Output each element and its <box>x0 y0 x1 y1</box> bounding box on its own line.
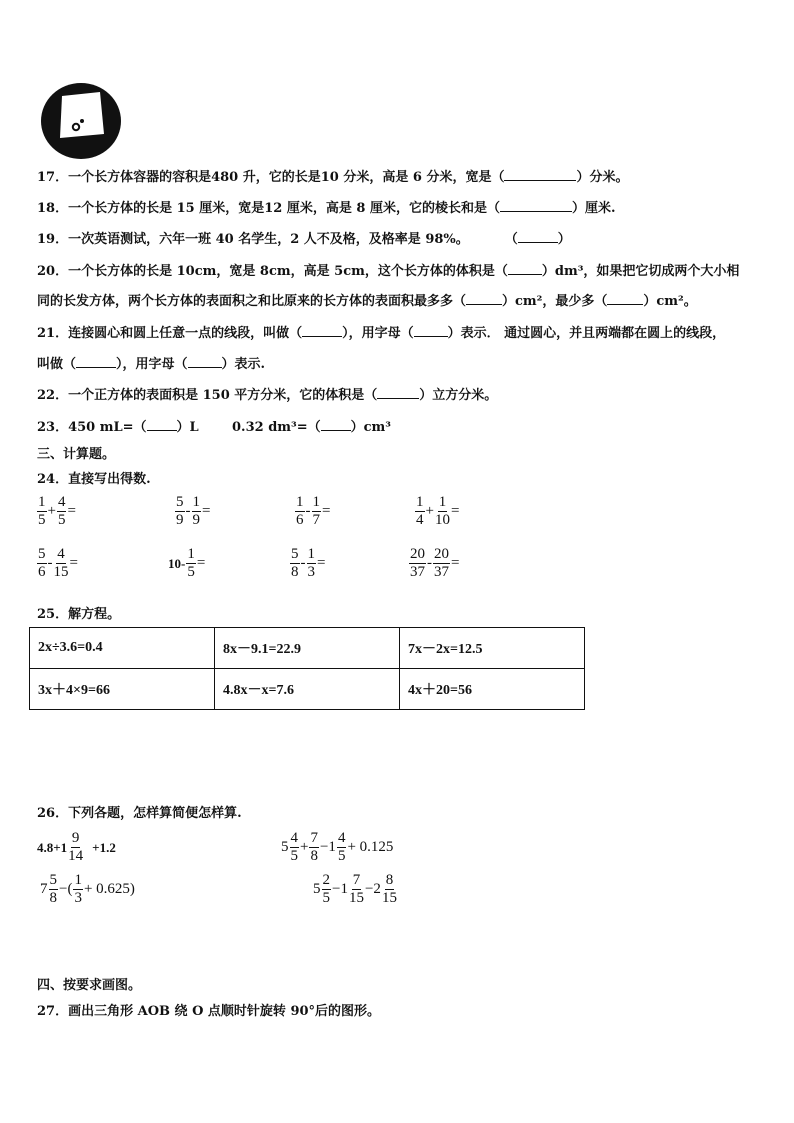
question-27: 27．画出三角形 AOB 绕 O 点顺时针旋转 90°后的图形。 <box>37 1004 381 1019</box>
calc-item: $\frac{1}{5}$ + $\frac{4}{5}$ = <box>38 494 76 528</box>
question-17: 17．一个长方体容器的容积是480 升，它的长是10 分米，高是 6 分米，宽是（ ）分米。 <box>37 170 629 185</box>
equation-cell: 2x÷3.6=0.4 <box>30 628 215 669</box>
question-23b: 0.32 dm³=（ ）cm³ <box>232 420 391 435</box>
question-22: 22．一个正方体的表面积是 150 平方分米，它的体积是（ ）立方分米。 <box>37 388 498 403</box>
table-row <box>30 669 585 710</box>
table-row <box>30 628 585 669</box>
simplify-expr-1: 4.8+1 $\frac{9}{14}$ +1.2 <box>37 830 116 864</box>
equation-cell: 7x－2x=12.5 <box>400 628 585 669</box>
equation-cell: 3x＋4×9=66 <box>30 669 215 710</box>
simplify-expr-4: 5 $\frac{2}{5}$ −1 $\frac{7}{15}$ −2 $\frac{8}{15}$ <box>313 872 397 906</box>
question-26-title: 26．下列各题，怎样算简便怎样算. <box>37 806 242 821</box>
equation-cell: 4x＋20=56 <box>400 669 585 710</box>
question-19: 19．一次英语测试，六年一班 40 名学生，2 人不及格，及格率是 98%。 （ ） <box>37 232 571 247</box>
question-23a: 23．450 mL=（ ）L <box>37 420 199 435</box>
question-18: 18．一个长方体的长是 15 厘米，宽是12 厘米，高是 8 厘米，它的棱长和是（ ）厘米. <box>37 201 616 216</box>
calc-item: $\frac{5}{6}$ - $\frac{4}{15}$ = <box>38 546 78 580</box>
calc-item: $\frac{5}{9}$ - $\frac{1}{9}$ = <box>176 494 211 528</box>
calc-item: 10- $\frac{1}{5}$ = <box>168 546 206 580</box>
calc-item: $\frac{1}{6}$ - $\frac{1}{7}$ = <box>296 494 331 528</box>
question-25-title: 25．解方程。 <box>37 607 121 622</box>
question-20-line1: 20．一个长方体的长是 10cm，宽是 8cm，高是 5cm，这个长方体的体积是（ ）dm³，如果把它切成两个大小相 <box>37 264 740 279</box>
calc-item: $\frac{5}{8}$ - $\frac{1}{3}$ = <box>291 546 326 580</box>
calc-item: $\frac{1}{4}$ + $\frac{1}{10}$ = <box>416 494 460 528</box>
equation-table <box>29 627 585 710</box>
clock-icon <box>40 82 122 160</box>
question-21-line1: 21．连接圆心和圆上任意一点的线段，叫做（ ），用字母（ ）表示． 通过圆心，并且两端都在圆上的线段， <box>37 326 726 341</box>
equation-cell: 8x－9.1=22.9 <box>215 628 400 669</box>
section-4-heading: 四、按要求画图。 <box>37 978 142 993</box>
simplify-expr-3: 7 $\frac{5}{8}$ −( $\frac{1}{3}$ + 0.625) <box>40 872 135 906</box>
question-24-title: 24．直接写出得数. <box>37 472 151 487</box>
question-20-line2: 同的长发方体，两个长方体的表面积之和比原来的长方体的表面积最多多（ ）cm²，最少多（ ）cm²。 <box>37 294 697 309</box>
section-3-heading: 三、计算题。 <box>37 447 116 462</box>
simplify-expr-2: 5 $\frac{4}{5}$ + $\frac{7}{8}$ −1 $\frac{4}{5}$ + 0.125 <box>281 830 394 864</box>
equation-cell: 4.8x－x=7.6 <box>215 669 400 710</box>
calc-item: $\frac{20}{37}$ - $\frac{20}{37}$ = <box>410 546 460 580</box>
question-21-line2: 叫做（ ），用字母（ ）表示. <box>37 357 266 372</box>
